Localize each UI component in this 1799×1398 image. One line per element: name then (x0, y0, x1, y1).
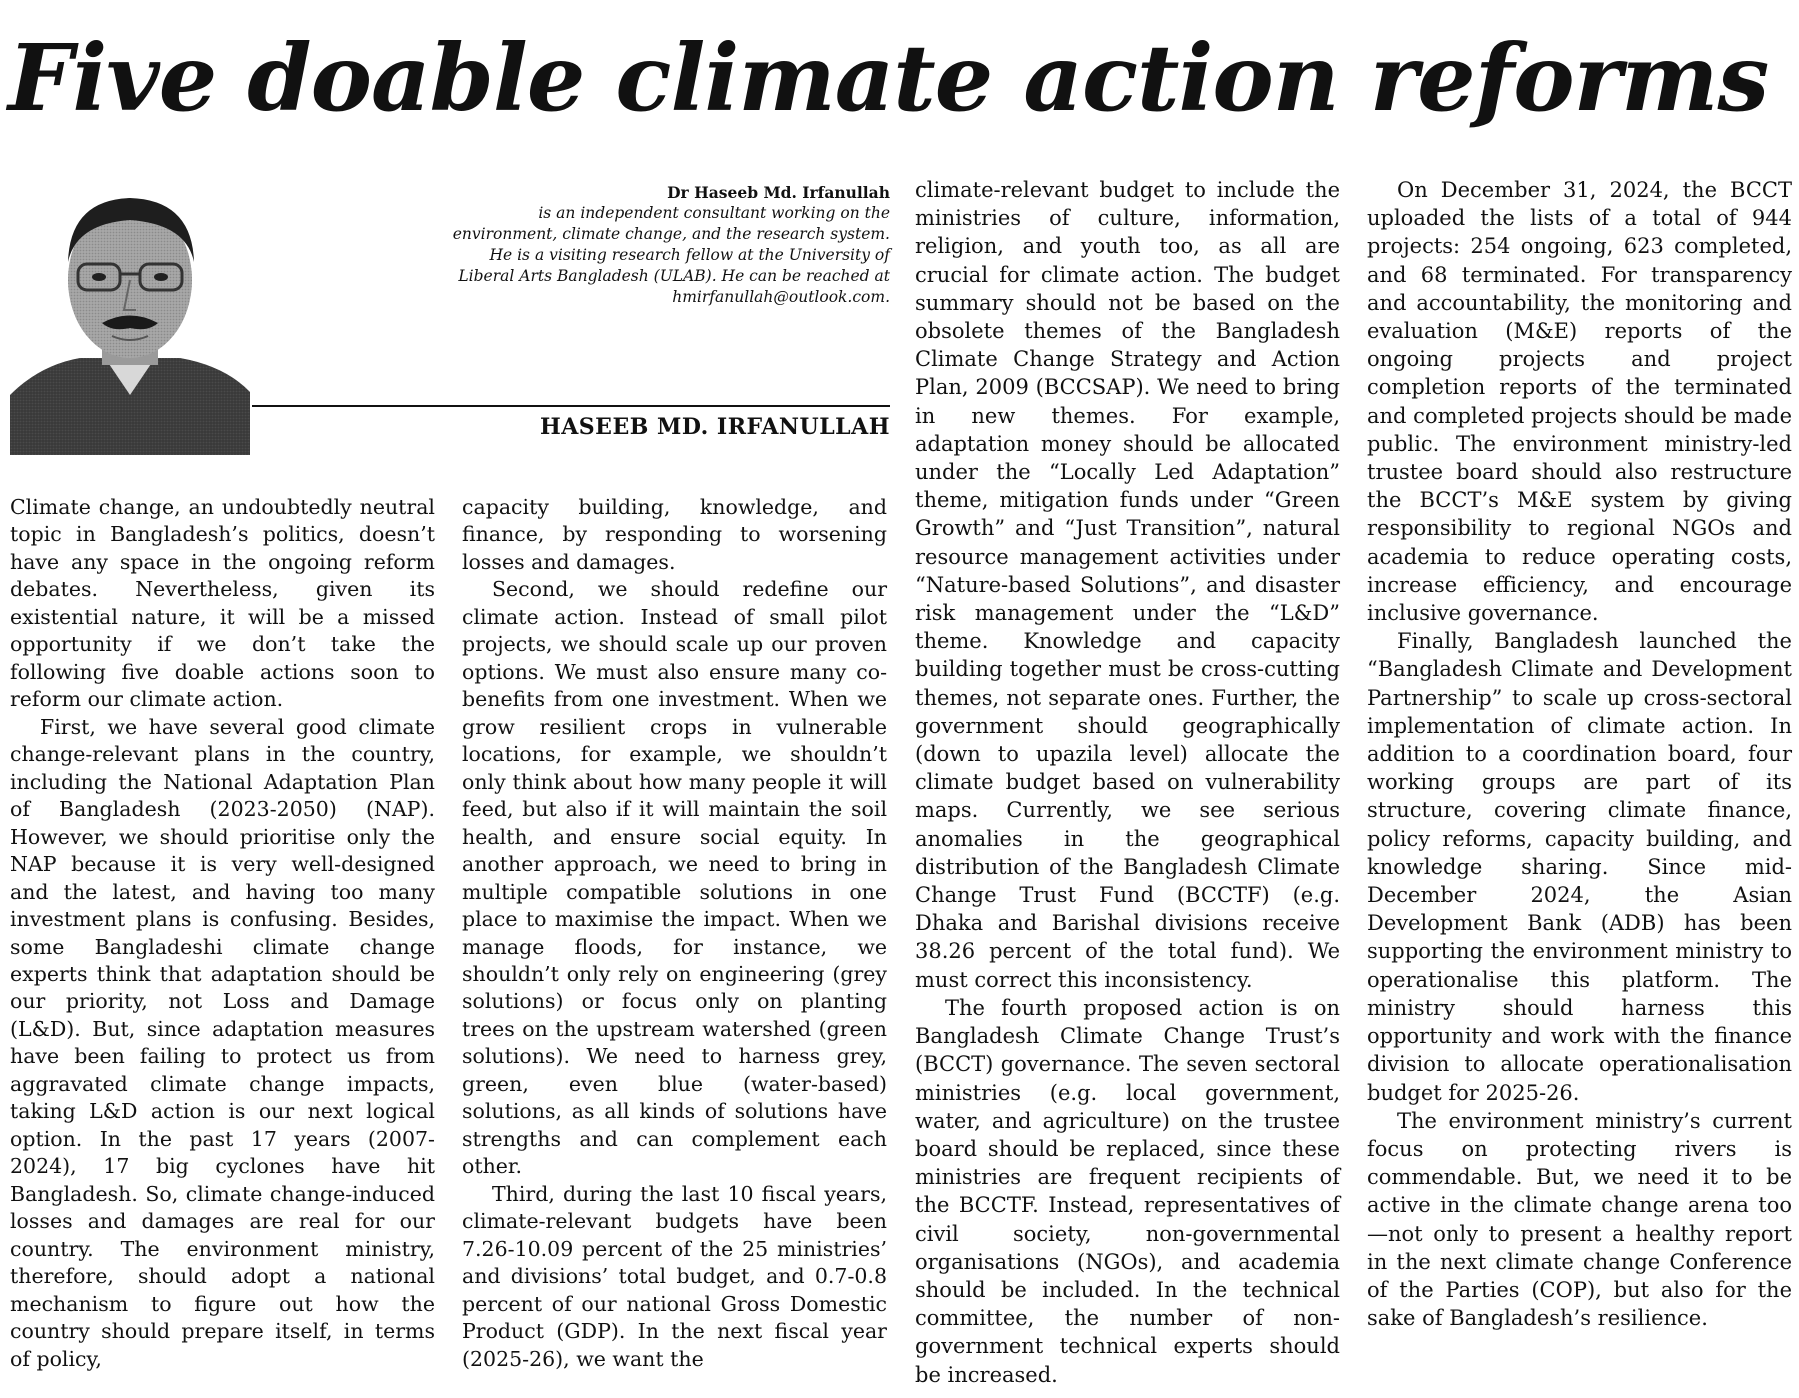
paragraph: capacity building, knowledge, and finance, by responding to worsening losses and damages. (462, 495, 887, 574)
paragraph: The fourth proposed action is on Bangladesh Climate Change Trust’s (BCCT) governance. The seven sectoral ministries (e.g. local government, water, and agriculture) on the trustee board should be replaced, since these ministries are frequent recipients of the BCCTF. Instead, representatives of civil society, non-governmental organisations (NGOs), and academia should be included. In the technical committee, the number of non-government technical experts should be increased. (915, 995, 1340, 1387)
paragraph: Third, during the last 10 fiscal years, climate-relevant budgets have been 7.26-10.09 percent of the 25 ministries’ and divisions’ total budget, and 0.7-0.8 percent of our national Gross Domestic Product (GDP). In the next fiscal year (2025-26), we want the (462, 1181, 887, 1371)
paragraph: On December 31, 2024, the BCCT uploaded the lists of a total of 944 projects: 254 ongoing, 623 completed, and 68 terminated. For transparency and accountability, the monitoring and evaluation (M&E) reports of the ongoing projects and project completion reports of the terminated and completed projects should be made public. The environment ministry-led trustee board should also restructure the BCCT’s M&E system by giving responsibility to regional NGOs and academia to reduce operating costs, increase efficiency, and encourage inclusive governance. (1367, 178, 1792, 626)
paragraph: climate-relevant budget to include the ministries of culture, information, religion, and youth too, as all are crucial for climate action. The budget summary should not be based on the obsolete themes of the Bangladesh Climate Change Strategy and Action Plan, 2009 (BCCSAP). We need to bring in new themes. For example, adaptation money should be allocated under the “Locally Led Adaptation” theme, mitigation funds under “Green Growth” and “Just Transition”, natural resource management activities under “Nature-based Solutions”, and disaster risk management under the “L&D” theme. Knowledge and capacity building together must be cross-cutting themes, not separate ones. Further, the government should geographically (down to upazila level) allocate the climate budget based on vulnerability maps. Currently, we see serious anomalies in the geographical distribution of the Bangladesh Climate Change Trust Fund (BCCTF) (e.g. Dhaka and Barishal divisions receive 38.26 percent of the total fund). We must correct this inconsistency. (915, 178, 1340, 992)
article-column-4 (1367, 176, 1792, 1332)
article-column-1 (10, 494, 435, 1373)
paragraph: Second, we should redefine our climate action. Instead of small pilot projects, we should scale up our proven options. We must also ensure many co-benefits from one investment. When we grow resilient crops in vulnerable locations, for example, we shouldn’t only think about how many people it will feed, but also if it will maintain the soil health, and ensure social equity. In another approach, we need to bring in multiple compatible solutions in one place to maximise the impact. When we manage floods, for instance, we shouldn’t only rely on engineering (grey solutions) or focus only on planting trees on the upstream watershed (green solutions). We need to harness grey, green, even blue (water-based) solutions, as all kinds of solutions have strengths and can complement each other. (462, 577, 887, 1179)
paragraph: Finally, Bangladesh launched the “Bangladesh Climate and Development Partnership” to scale up cross-sectoral implementation of climate action. In addition to a coordination board, four working groups are part of its structure, covering climate finance, policy reforms, capacity building, and knowledge sharing. Since mid-December 2024, the Asian Development Bank (ADB) has been supporting the environment ministry to operationalise this platform. The ministry should harness this opportunity and work with the finance division to allocate operationalisation budget for 2025-26. (1367, 629, 1792, 1105)
paragraph: First, we have several good climate change-relevant plans in the country, including the National Adaptation Plan of Bangladesh (2023-2050) (NAP). However, we should prioritise only the NAP because it is very well-designed and the latest, and having too many investment plans is confusing. Besides, some Bangladeshi climate change experts think that adaptation should be our priority, not Loss and Damage (L&D). But, since adaptation measures have been failing to protect us from aggravated climate change impacts, taking L&D action is our next logical option. In the past 17 years (2007-2024), 17 big cyclones have hit Bangladesh. So, climate change-induced losses and damages are real for our country. The environment ministry, therefore, should adopt a national mechanism to figure out how the country should prepare itself, in terms of policy, (10, 714, 435, 1371)
article-column-2 (462, 494, 887, 1373)
paragraph: The environment ministry’s current focus on protecting rivers is commendable. But, we need it to be active in the climate change arena too—not only to present a healthy report in the next climate change Conference of the Parties (COP), but also for the sake of Bangladesh’s resilience. (1367, 1108, 1792, 1331)
author-bio (440, 182, 890, 308)
author-bio-text: is an independent consultant working on the environment, climate change, and the research system. He is a visiting research fellow at the University of Liberal Arts Bangladesh (ULAB). He can be reached at hmirfanullah@outlook.com. (452, 204, 890, 306)
author-bio-name: Dr Haseeb Md. Irfanullah (667, 183, 890, 202)
headline: Five doable climate action reforms (8, 24, 1769, 132)
article-column-3 (915, 176, 1340, 1389)
byline: HASEEB MD. IRFANULLAH (539, 414, 890, 440)
byline-rule (252, 405, 890, 407)
author-photo (10, 180, 250, 455)
paragraph: Climate change, an undoubtedly neutral topic in Bangladesh’s politics, doesn’t have any space in the ongoing reform debates. Nevertheless, given its existential nature, it will be a missed opportunity if we don’t take the following five doable actions soon to reform our climate action. (10, 495, 435, 712)
